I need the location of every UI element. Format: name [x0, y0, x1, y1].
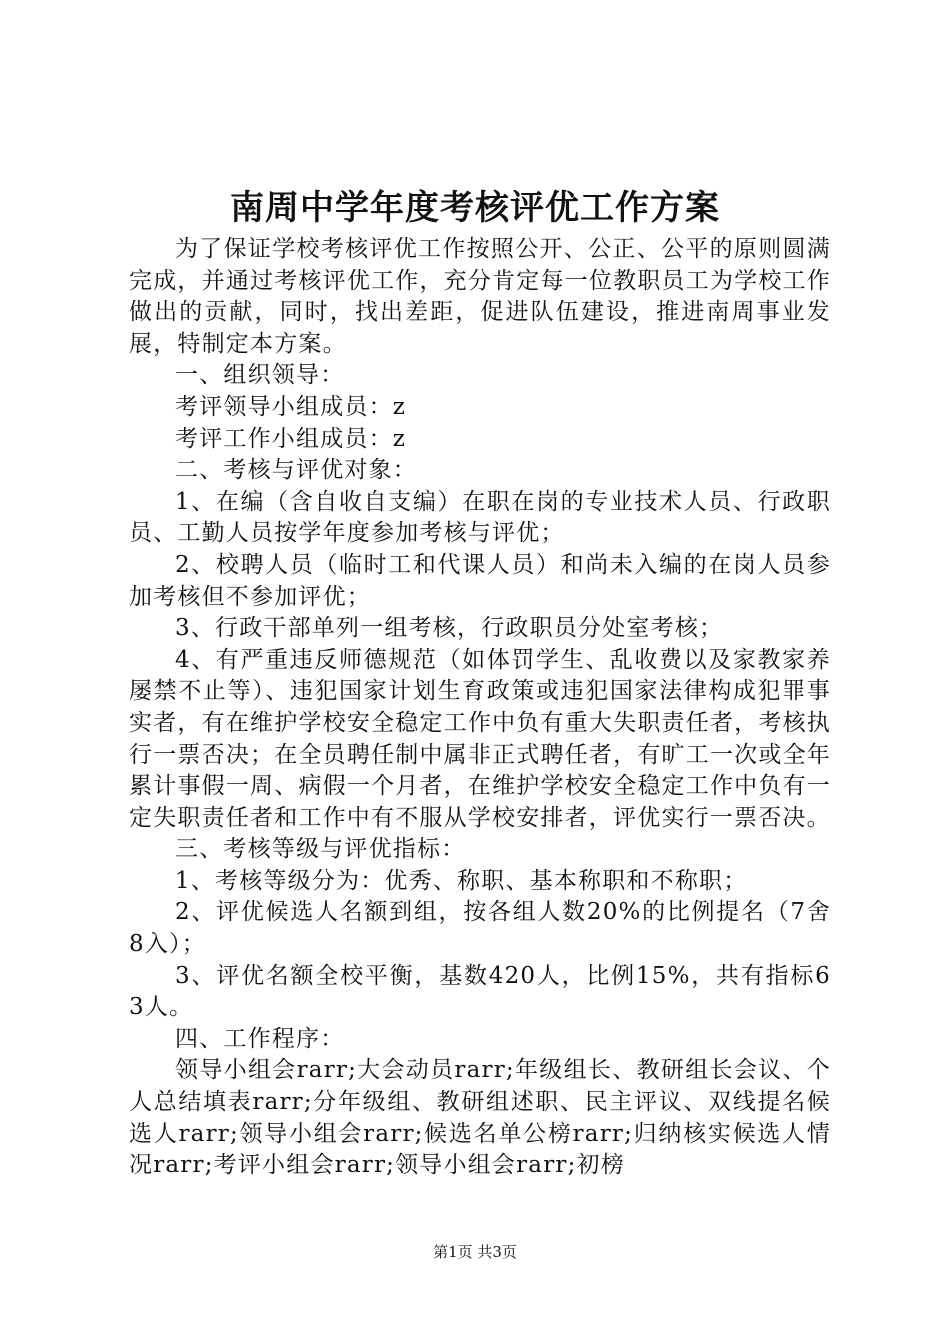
document-body	[129, 234, 831, 1182]
section-heading-targets: 二、考核与评优对象：	[175, 457, 417, 484]
paragraph-grade-1: 1、考核等级分为：优秀、称职、基本称职和不称职；	[175, 867, 748, 894]
section-heading-grades: 三、考核等级与评优指标：	[175, 836, 466, 863]
paragraph-target-3: 3、行政干部单列一组考核，行政职员分处室考核；	[175, 615, 724, 642]
paragraph-target-1: 1、在编（含自收自支编）在职在岗的专业技术人员、行政职员、工勤人员按学年度参加考核与评优；	[129, 488, 831, 547]
paragraph-leader-group: 考评领导小组成员：z	[175, 393, 407, 420]
section-heading-organization: 一、组织领导：	[175, 362, 345, 389]
paragraph-target-4: 4、有严重违反师德规范（如体罚学生、乱收费以及家教家养屡禁不止等）、违犯国家计划生育政策或违犯国家法律构成犯罪事实者，有在维护学校安全稳定工作中负有重大失职责任者，考核执行一票否决；在全员聘任制中属非正式聘任者，有旷工一次或全年累计事假一周、病假一个月者，在维护学校安全稳定工作中负有一定失职责任者和工作中有不服从学校安排者，评优实行一票否决。	[129, 646, 831, 831]
paragraph-grade-3: 3、评优名额全校平衡，基数420人，比例15%，共有指标63人。	[129, 962, 831, 1021]
paragraph-target-2: 2、校聘人员（临时工和代课人员）和尚未入编的在岗人员参加考核但不参加评优；	[129, 551, 831, 610]
section-heading-procedure: 四、工作程序：	[175, 1025, 345, 1052]
document-title: 南周中学年度考核评优工作方案	[230, 188, 720, 228]
paragraph-intro: 为了保证学校考核评优工作按照公开、公正、公平的原则圆满完成，并通过考核评优工作，充分肯定每一位教职员工为学校工作做出的贡献，同时，找出差距，促进队伍建设，推进南周事业发展，特制定本方案。	[129, 236, 831, 357]
paragraph-procedure: 领导小组会rarr;大会动员rarr;年级组长、教研组长会议、个人总结填表rarr;分年级组、教研组述职、民主评议、双线提名候选人rarr;领导小组会rarr;候选名单公榜rarr;归纳核实候选人情况rarr;考评小组会rarr;领导小组会rarr;初榜	[129, 1057, 831, 1179]
page-footer: 第1页 共3页	[433, 1243, 517, 1261]
paragraph-work-group: 考评工作小组成员：z	[175, 425, 407, 452]
paragraph-grade-2: 2、评优候选人名额到组，按各组人数20%的比例提名（7舍8入）；	[129, 899, 831, 958]
